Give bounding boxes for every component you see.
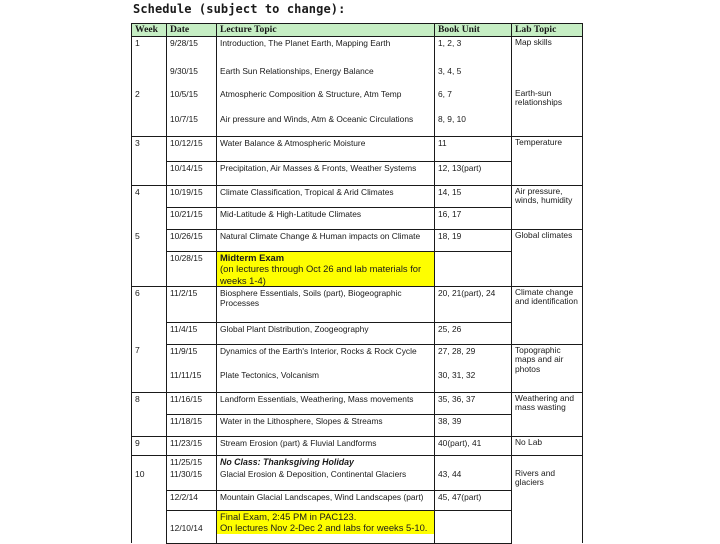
book-unit-cell: 8, 9, 10: [435, 113, 512, 137]
week-cell: 1: [132, 37, 167, 88]
book-unit-cell: 35, 36, 37: [435, 392, 512, 414]
table-row: [132, 286, 583, 322]
week-cell: 2: [132, 88, 167, 137]
table-row: [132, 455, 583, 468]
lab-cell: Air pressure, winds, humidity: [512, 186, 583, 230]
table-row: [132, 37, 583, 65]
week-cell: 6: [132, 286, 167, 344]
date-cell: 10/7/15: [167, 113, 217, 137]
book-unit-cell: 27, 28, 29: [435, 344, 512, 369]
date-cell: 11/16/15: [167, 392, 217, 414]
lecture-cell: Climate Classification, Tropical & Arid Climates: [217, 186, 435, 208]
week-cell: 8: [132, 392, 167, 436]
final-exam-note: On lectures Nov 2-Dec 2 and labs for weeks 5-10.: [220, 522, 428, 534]
date-cell: 10/28/15: [167, 252, 217, 287]
week-cell: 5: [132, 230, 167, 287]
lecture-cell: Global Plant Distribution, Zoogeography: [217, 322, 435, 344]
date-cell: 12/10/14: [167, 510, 217, 543]
week-cell: 4: [132, 186, 167, 230]
schedule-title: Schedule (subject to change):: [133, 2, 346, 16]
lecture-cell: [217, 252, 435, 287]
date-cell: 11/30/15: [167, 468, 217, 490]
book-unit-cell: 14, 15: [435, 186, 512, 208]
lecture-cell: Landform Essentials, Weathering, Mass movements: [217, 392, 435, 414]
book-unit-cell: [435, 455, 512, 468]
lab-cell: Temperature: [512, 137, 583, 186]
table-row: [132, 137, 583, 162]
date-cell: 11/11/15: [167, 369, 217, 392]
header-row: [132, 24, 583, 37]
book-unit-cell: 20, 21(part), 24: [435, 286, 512, 322]
lecture-cell: Earth Sun Relationships, Energy Balance: [217, 65, 435, 88]
lecture-cell: Natural Climate Change & Human impacts on Climate: [217, 230, 435, 252]
date-cell: 11/4/15: [167, 322, 217, 344]
header-book-unit: Book Unit: [435, 24, 512, 37]
date-cell: 10/12/15: [167, 137, 217, 162]
midterm-exam-label: Midterm Exam: [220, 252, 285, 263]
book-unit-cell: 1, 2, 3: [435, 37, 512, 65]
lab-cell: Rivers and glaciers: [512, 455, 583, 543]
lecture-cell: Plate Tectonics, Volcanism: [217, 369, 435, 392]
lecture-cell: Air pressure and Winds, Atm & Oceanic Circulations: [217, 113, 435, 137]
date-cell: 10/19/15: [167, 186, 217, 208]
header-lecture-topic: Lecture Topic: [217, 24, 435, 37]
table-row: [132, 436, 583, 455]
lecture-cell: Introduction, The Planet Earth, Mapping Earth: [217, 37, 435, 65]
date-cell: 12/2/14: [167, 490, 217, 510]
date-cell: 9/28/15: [167, 37, 217, 65]
week-cell: 7: [132, 344, 167, 392]
final-exam-highlight: [217, 510, 434, 534]
book-unit-cell: 16, 17: [435, 208, 512, 230]
lab-cell: No Lab: [512, 436, 583, 455]
book-unit-cell: 6, 7: [435, 88, 512, 113]
lab-cell: Topographic maps and air photos: [512, 344, 583, 392]
book-unit-cell: 3, 4, 5: [435, 65, 512, 88]
book-unit-cell: 12, 13(part): [435, 162, 512, 186]
lab-cell: Global climates: [512, 230, 583, 287]
date-cell: 9/30/15: [167, 65, 217, 88]
lab-cell: Weathering and mass wasting: [512, 392, 583, 436]
lecture-cell: Dynamics of the Earth's Interior, Rocks & Rock Cycle: [217, 344, 435, 369]
date-cell: 11/9/15: [167, 344, 217, 369]
lecture-cell: Mountain Glacial Landscapes, Wind Landscapes (part): [217, 490, 435, 510]
date-cell: 11/2/15: [167, 286, 217, 322]
book-unit-cell: 43, 44: [435, 468, 512, 490]
lecture-cell: Mid-Latitude & High-Latitude Climates: [217, 208, 435, 230]
date-cell: 11/23/15: [167, 436, 217, 455]
book-unit-cell: 11: [435, 137, 512, 162]
date-cell: 11/18/15: [167, 414, 217, 436]
date-cell: 10/21/15: [167, 208, 217, 230]
lecture-cell: [217, 510, 435, 543]
week-cell: 9: [132, 436, 167, 455]
book-unit-cell: 38, 39: [435, 414, 512, 436]
book-unit-cell: 40(part), 41: [435, 436, 512, 455]
book-unit-cell: 18, 19: [435, 230, 512, 252]
book-unit-cell: 30, 31, 32: [435, 369, 512, 392]
schedule-table: [131, 23, 583, 544]
final-exam-label: Final Exam, 2:45 PM in PAC123.: [220, 510, 357, 522]
date-cell: 10/26/15: [167, 230, 217, 252]
lecture-cell: No Class: Thanksgiving Holiday: [217, 455, 435, 468]
lecture-cell: Stream Erosion (part) & Fluvial Landforms: [217, 436, 435, 455]
lab-cell: Map skills: [512, 37, 583, 88]
header-week: Week: [132, 24, 167, 37]
date-cell: 11/25/15: [167, 455, 217, 468]
book-unit-cell: [435, 252, 512, 287]
lecture-cell: Water in the Lithosphere, Slopes & Streams: [217, 414, 435, 436]
lab-cell: Climate change and identification: [512, 286, 583, 344]
week-cell: 10: [132, 455, 167, 543]
lecture-cell: Glacial Erosion & Deposition, Continental Glaciers: [217, 468, 435, 490]
week-cell: 3: [132, 137, 167, 186]
table-row: [132, 88, 583, 113]
header-lab-topic: Lab Topic: [512, 24, 583, 37]
table-row: [132, 186, 583, 208]
header-date: Date: [167, 24, 217, 37]
date-cell: 10/14/15: [167, 162, 217, 186]
table-row: [132, 392, 583, 414]
midterm-note: (on lectures through Oct 26 and lab materials for weeks 1-4): [220, 263, 422, 286]
book-unit-cell: [435, 510, 512, 543]
date-cell: 10/5/15: [167, 88, 217, 113]
book-unit-cell: 25, 26: [435, 322, 512, 344]
lab-cell: Earth-sun relationships: [512, 88, 583, 137]
book-unit-cell: 45, 47(part): [435, 490, 512, 510]
lecture-cell: Water Balance & Atmospheric Moisture: [217, 137, 435, 162]
table-row: [132, 344, 583, 369]
lecture-cell: Precipitation, Air Masses & Fronts, Weather Systems: [217, 162, 435, 186]
lecture-cell: Biosphere Essentials, Soils (part), Biogeographic Processes: [217, 286, 435, 322]
table-row: [132, 230, 583, 252]
midterm-highlight: [217, 252, 434, 287]
lecture-cell: Atmospheric Composition & Structure, Atm Temp: [217, 88, 435, 113]
